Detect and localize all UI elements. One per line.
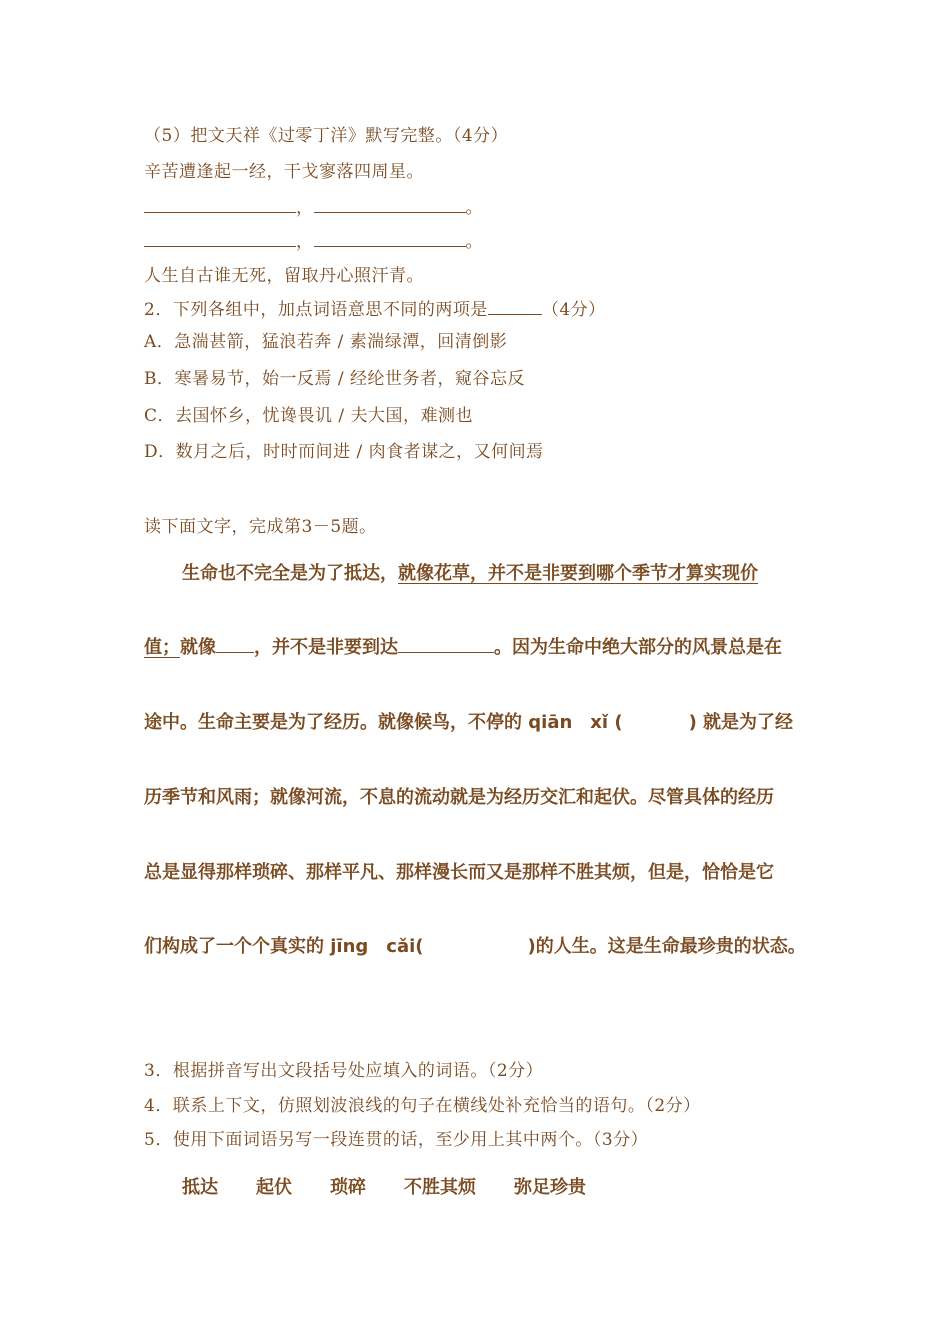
section5-heading: （5）把文天祥《过零丁洋》默写完整。（4分） — [144, 126, 509, 146]
period: 。 — [465, 198, 483, 218]
word-list — [182, 1176, 624, 1200]
passage-line-3 — [144, 711, 793, 735]
poem-line-4: 人生自古谁无死，留取丹心照汗青。 — [144, 266, 424, 286]
word-item: 弥足珍贵 — [514, 1177, 586, 1198]
q3: 3．根据拼音写出文段括号处应填入的词语。（2分） — [144, 1061, 544, 1081]
comma: ， — [296, 198, 314, 218]
passage-line-6 — [144, 935, 806, 959]
q2-stem-text: 2．下列各组中，加点词语意思不同的两项是 — [144, 300, 488, 320]
passage-line-1 — [182, 562, 758, 586]
passage-text: ，并不是非要到达 — [254, 637, 398, 658]
reading-intro: 读下面文字，完成第3－5题。 — [144, 517, 377, 537]
q2-option-c: C．去国怀乡，忧谗畏讥 / 夫大国，难测也 — [144, 406, 474, 426]
passage-text: ) 就是为了经 — [688, 712, 794, 733]
passage-text: )的人生。这是生命最珍贵的状态。 — [527, 936, 806, 957]
fill-blank[interactable] — [314, 230, 466, 247]
q2-stem — [144, 298, 606, 322]
passage-text: 们构成了一个个真实的 jīng cǎi( — [144, 936, 424, 957]
poem-line-1: 辛苦遭逢起一经，干戈寥落四周星。 — [144, 162, 424, 182]
passage-line-4: 历季节和风雨；就像河流，不息的流动就是为经历交汇和起伏。尽管具体的经历 — [144, 787, 774, 808]
passage-text: 就像 — [180, 637, 216, 658]
fill-blank[interactable] — [144, 196, 296, 213]
passage-text: 生命也不完全是为了抵达， — [182, 563, 398, 584]
imitation-blank-2[interactable] — [398, 636, 494, 653]
q2-score: （4分） — [541, 300, 606, 320]
q5: 5．使用下面词语另写一段连贯的话，至少用上其中两个。（3分） — [144, 1130, 649, 1150]
word-item: 抵达 — [182, 1177, 218, 1198]
comma: ， — [296, 232, 314, 252]
imitation-blank-1[interactable] — [216, 636, 254, 653]
period: 。 — [465, 232, 483, 252]
q4: 4．联系上下文，仿照划波浪线的句子在横线处补充恰当的语句。（2分） — [144, 1096, 701, 1116]
fill-blank[interactable] — [144, 230, 296, 247]
passage-line-5: 总是显得那样琐碎、那样平凡、那样漫长而又是那样不胜其烦，但是，恰恰是它 — [144, 862, 774, 883]
passage-text: 途中。生命主要是为了经历。就像候鸟，不停的 qiān xǐ ( — [144, 712, 623, 733]
word-item: 起伏 — [256, 1177, 292, 1198]
q2-option-b: B．寒暑易节，始一反焉 / 经纶世务者，窥谷忘反 — [144, 369, 526, 389]
q2-option-d: D．数月之后，时时而间进 / 肉食者谋之，又何间焉 — [144, 442, 544, 462]
poem-blank-line-2 — [144, 196, 483, 220]
poem-blank-line-3 — [144, 230, 483, 254]
answer-blank[interactable] — [488, 298, 542, 315]
passage-text: 。因为生命中绝大部分的风景总是在 — [494, 637, 782, 658]
wavy-underlined-sentence-end: 值； — [144, 637, 180, 658]
fill-blank[interactable] — [314, 196, 466, 213]
wavy-underlined-sentence: 就像花草，并不是非要到哪个季节才算实现价 — [398, 563, 758, 584]
word-item: 不胜其烦 — [404, 1177, 476, 1198]
word-item: 琐碎 — [330, 1177, 366, 1198]
q2-option-a: A．急湍甚箭，猛浪若奔 / 素湍绿潭，回清倒影 — [144, 332, 508, 352]
passage-line-2 — [144, 636, 782, 660]
